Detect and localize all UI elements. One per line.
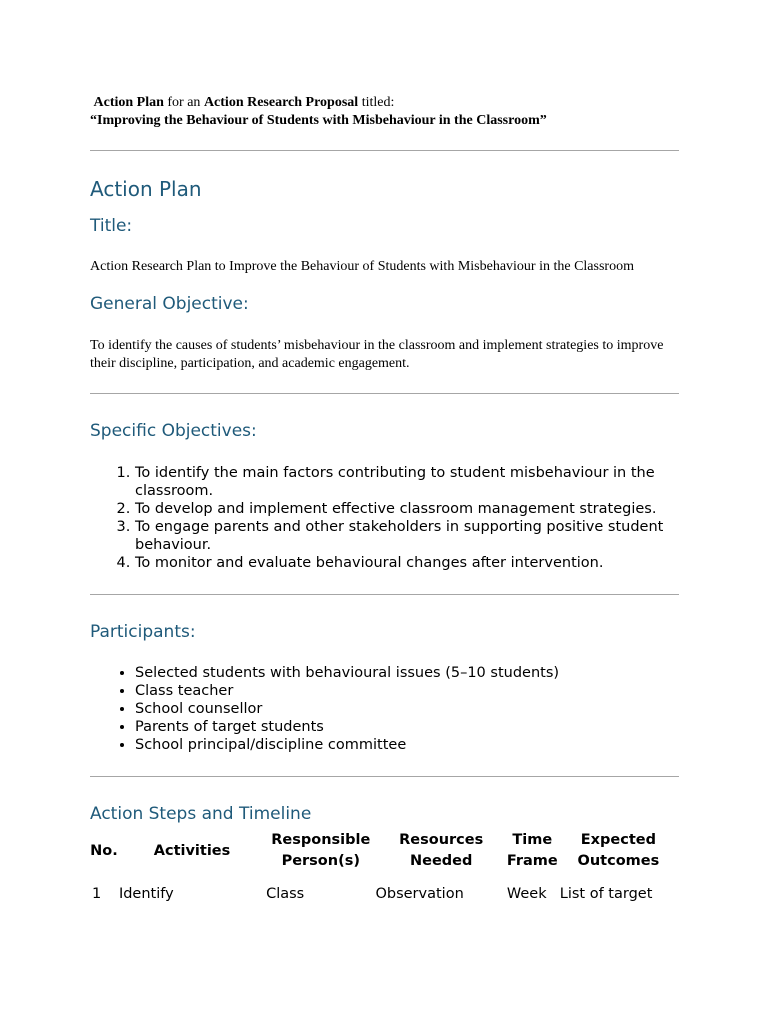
table-cell: Week [506,886,547,902]
title-text: Action Research Plan to Improve the Behaviour of Students with Misbehaviour in the Classroom [90,259,634,274]
column-header-activities: Activities [153,842,231,859]
list-item: 4. To monitor and evaluate behavioural changes after intervention. [135,554,735,572]
table-row [90,872,679,903]
general-objective-heading: General Objective: [90,294,249,314]
divider [90,393,679,394]
list-item: • Class teacher [135,682,735,700]
table-cell: 1 [92,886,102,902]
list-item: • Selected students with behavioural issues (5–10 students) [135,664,735,682]
list-item: 1. To identify the main factors contributing to student misbehaviour in the classroom. [135,464,735,500]
table-cell: Identify [118,886,174,902]
proposal-title: “Improving the Behaviour of Students with Misbehaviour in the Classroom” [90,113,547,128]
participants-heading: Participants: [90,622,196,642]
list-item: • Parents of target students [135,718,735,736]
list-item: • School principal/discipline committee [135,736,735,754]
participants-list [90,664,735,754]
general-objective-text: To identify the causes of students’ misbehaviour in the classroom and implement strategies to improve their discipline, participation, and academic engagement. [90,338,664,371]
title-heading: Title: [90,216,133,236]
intro-action-plan: Action Plan [93,95,164,110]
table-cell: Observation [375,886,464,902]
table-header-row [90,830,679,872]
list-item: • School counsellor [135,700,735,718]
intro-text: for an [163,95,204,110]
column-header-outcomes: Expected Outcomes [577,832,660,869]
intro-titled: titled: [358,95,395,110]
action-steps-heading: Action Steps and Timeline [90,804,312,824]
specific-objectives-list [90,464,735,572]
column-header-responsible: Responsible Person(s) [271,832,371,869]
table-cell: List of target [559,886,653,902]
intro-proposal: Action Research Proposal [203,95,359,110]
intro-line [90,94,690,112]
column-header-no: No. [90,842,118,859]
divider [90,150,679,151]
column-header-time-frame: Time Frame [506,832,558,869]
divider [90,594,679,595]
main-heading: Action Plan [90,177,202,201]
table-cell: Class [266,886,305,902]
list-item: 3. To engage parents and other stakeholders in supporting positive student behaviour. [135,518,735,554]
document-intro [90,94,690,130]
action-steps-table [90,830,679,903]
divider [90,776,679,777]
specific-objectives-heading: Specific Objectives: [90,421,257,441]
column-header-resources: Resources Needed [399,832,484,869]
list-item: 2. To develop and implement effective classroom management strategies. [135,500,735,518]
